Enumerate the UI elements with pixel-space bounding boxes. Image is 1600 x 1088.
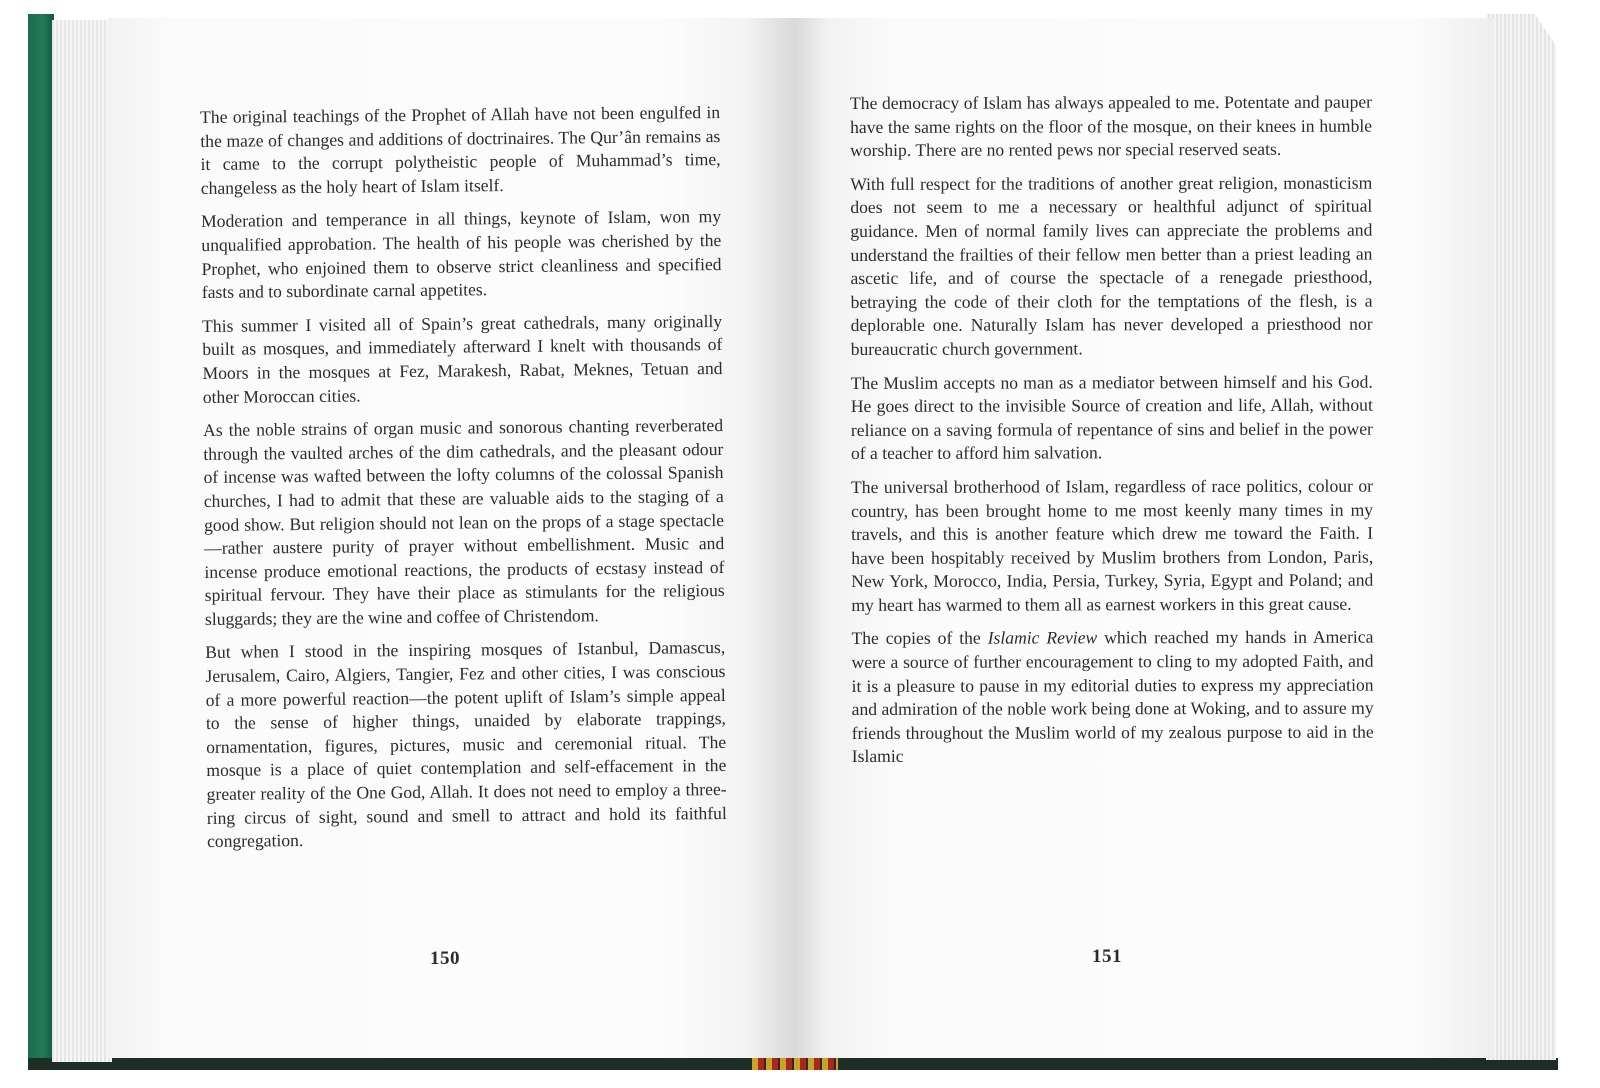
paragraph: But when I stood in the inspiring mosques of Istanbul, Damascus, Jerusalem, Cairo, Algiers, Tangier, Fez and other cities, I was conscious of a more powerful reaction—the potent uplift of Islam’s simple appeal to the sense of higher things, unaided by elaborate trappings, ornamentation, figures, pictures, music and ceremonial ritual. The mosque is a place of quiet contemplation and self-effacement in the greater reality of the One God, Allah. It does not need to employ a three-ring circus of sight, sound and smell to attract and hold its faithful congregation.: [205, 637, 727, 852]
paragraph: As the noble strains of organ music and sonorous chanting reverberated through the vaulted arches of the dim cathedrals, and the pleasant odour of incense was wafted between the lofty columns of the colossal Spanish churches, I had to admit that these are valuable aids to the staging of a good show. But religion should not lean on the props of a stage spectacle—rather austere purity of prayer without embellishment. Music and incense produce emotional reactions, the products of ecstasy instead of spiritual fervour. They have their place as stimulants for the religious sluggards; they are the wine and coffee of Christendom.: [203, 415, 725, 629]
right-page-body: [850, 91, 1374, 779]
page-stack-left: [52, 20, 112, 1062]
page-number: 151: [1092, 946, 1122, 967]
paragraph: The Muslim accepts no man as a mediator between himself and his God. He goes direct to the invisible Source of creation and life, Allah, without reliance on a saving formula of repentance of sins and belief in the power of a teacher to afford him salvation.: [850, 371, 1373, 464]
left-page: [108, 18, 794, 1058]
page-number: 150: [430, 948, 460, 969]
paragraph: Moderation and temperance in all things, keynote of Islam, won my unqualified approbation. The health of his people was cherished by the Prophet, who enjoined them to observe strict cleanliness and specified fasts and to subordinate carnal appetites.: [201, 206, 722, 303]
spine-headband: [752, 1058, 838, 1070]
paragraph: The democracy of Islam has always appealed to me. Potentate and pauper have the same rights on the floor of the mosque, on their knees in humble worship. There are no rented pews nor special reserved seats.: [850, 91, 1373, 161]
paragraph-last: [851, 626, 1373, 769]
paragraph: The original teachings of the Prophet of Allah have not been engulfed in the maze of changes and additions of doctrinaires. The Qur’ân remains as it came to the corrupt polytheistic people of Muhammad’s time, changeless as the holy heart of Islam itself.: [200, 102, 721, 198]
paragraph: This summer I visited all of Spain’s great cathedrals, many originally built as mosques, and immediately afterward I knelt with thousands of Moors in the mosques at Fez, Marakesh, Rabat, Meknes, Tetuan and other Moroccan cities.: [202, 310, 723, 407]
paragraph: The universal brotherhood of Islam, regardless of race politics, colour or country, has been brought home to me most keenly many times in my travels, and this is another feature which drew me toward the Faith. I have been hospitably received by Muslim brothers from London, Paris, New York, Morocco, India, Persia, Turkey, Syria, Egypt and Poland; and my heart has warmed to them all as earnest workers in this great cause.: [851, 475, 1374, 615]
paragraph-text-start: The copies of the: [851, 628, 988, 649]
paragraph: With full respect for the traditions of another great religion, monasticism does not seem to me a necessary or healthful adjunct of spiritual guidance. Men of normal family lives can appreciate the problems and understand the frailties of their fellow men better than a priest leading an ascetic life, and of course the spectacle of a renegade priesthood, betraying the code of their cloth for the temptations of the flesh, is a deplorable one. Naturally Islam has never developed a priesthood nor bureaucratic church government.: [850, 172, 1373, 359]
right-page: [794, 18, 1494, 1058]
page-stack-right: [1486, 14, 1556, 1060]
paragraph-text-end: which reached my hands in America were a source of further encouragement to cling to my adopted Faith, and it is a pleasure to pause in my editorial duties to express my appreciation and admiration of the noble work being done at Woking, and to assure my friends throughout the Muslim world of my zealous purpose to aid in the Islamic: [851, 627, 1374, 767]
left-page-body: [200, 101, 727, 864]
book-cover-edge: [28, 14, 54, 1064]
publication-title: Islamic Review: [987, 627, 1098, 649]
